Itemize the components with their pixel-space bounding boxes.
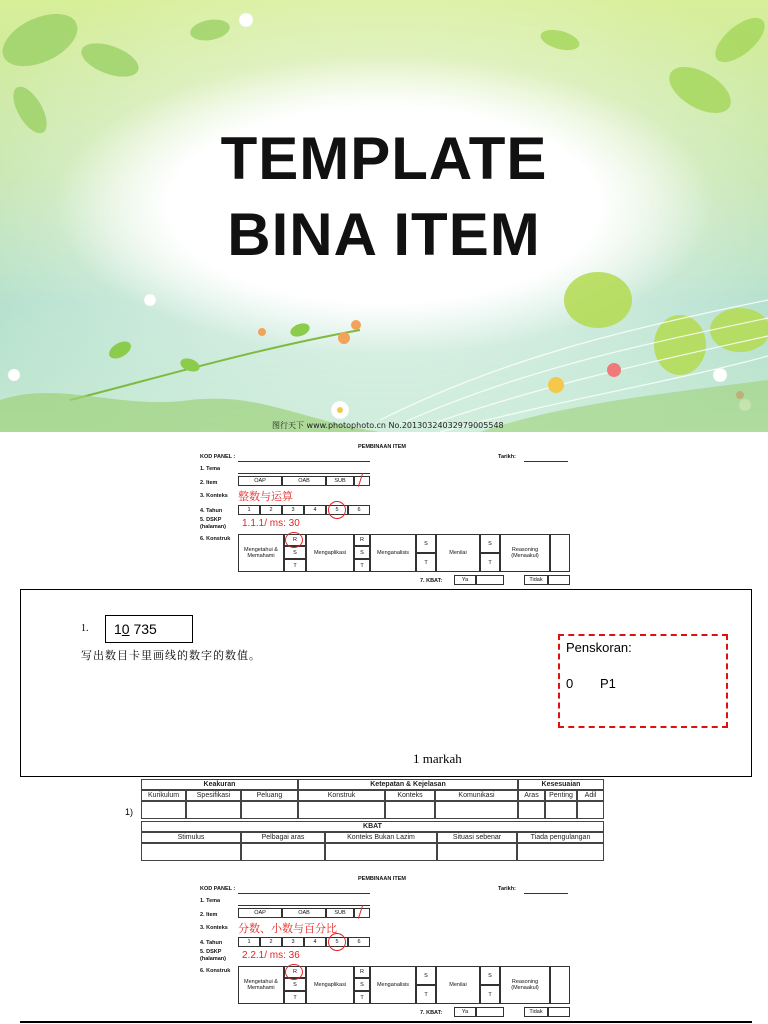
tema-label: 1. Tema [200, 466, 221, 472]
cell-empty [437, 843, 517, 861]
watermark-text: 图行天下 www.photophoto.cn No.20130324032979005548 [272, 421, 504, 430]
konstruk-reasoning-box [550, 966, 570, 1004]
dskp-value: 2.2.1/ ms: 36 [242, 950, 300, 961]
penskoran-box [558, 634, 728, 728]
penskoran-level: P1 [600, 676, 616, 691]
cell-empty [141, 843, 241, 861]
title-banner [0, 0, 768, 432]
konstruk-menilai: Menilai [436, 966, 480, 1004]
col-penting: Penting [545, 790, 577, 801]
item-sub: SUB [326, 908, 354, 918]
item-label: 2. Item [200, 912, 218, 918]
kbat-ya: Ya [454, 575, 476, 585]
konstruk-reasoning: Reasoning (Menaakul) [500, 534, 550, 572]
kbat-ya-box [476, 1007, 504, 1017]
cell-empty [241, 801, 298, 819]
group-ketepatan: Ketepatan & Kejelasan [298, 779, 518, 790]
year-4: 4 [304, 937, 326, 947]
number-card-suffix: 735 [129, 621, 157, 637]
halaman-label: (halaman) [200, 524, 226, 530]
konstruk-r-2: R [354, 534, 370, 546]
tarikh-label: Tarikh: [498, 454, 516, 460]
kbat-col-tiada-pengulangan: Tiada pengulangan [517, 832, 604, 843]
question-box [20, 589, 752, 777]
analysis-row-label: 1) [125, 807, 134, 817]
konstruk-s-4: S [480, 534, 500, 553]
year-3: 3 [282, 505, 304, 515]
year-3: 3 [282, 937, 304, 947]
kbat-label: 7. KBAT: [420, 1010, 443, 1016]
banner-title-line-2: BINA ITEM [227, 201, 541, 268]
halaman-label: (halaman) [200, 956, 226, 962]
cell-empty [518, 801, 545, 819]
question-number: 1. [81, 623, 89, 634]
item-sub: SUB [326, 476, 354, 486]
tahun-label: 4. Tahun [200, 508, 223, 514]
konstruk-menganalisis: Menganalisis [370, 966, 416, 1004]
konteks-value: 整数与运算 [238, 491, 293, 503]
markah-text: 1 markah [413, 751, 462, 766]
konstruk-s-2: S [354, 978, 370, 991]
tema-label: 1. Tema [200, 898, 221, 904]
dskp-value: 1.1.1/ ms: 30 [242, 518, 300, 529]
konstruk-s-1: S [284, 546, 306, 559]
tarikh-label: Tarikh: [498, 886, 516, 892]
konstruk-circle-mark [285, 532, 303, 548]
cell-empty [186, 801, 241, 819]
konstruk-mengaplikasi: Mengaplikasi [306, 966, 354, 1004]
item-oab: OAB [282, 908, 326, 918]
konstruk-label: 6. Konstruk [200, 536, 231, 542]
form-heading: PEMBINAAN ITEM [358, 444, 406, 450]
number-card [105, 615, 193, 643]
konstruk-t-1: T [284, 991, 306, 1004]
konstruk-mengetahui: Mengetahui & Memahami [238, 534, 284, 572]
pembinaan-item-form-1 [198, 440, 578, 592]
tema-line [238, 905, 370, 906]
col-aras: Aras [518, 790, 545, 801]
konstruk-s-1: S [284, 978, 306, 991]
item-oab: OAB [282, 476, 326, 486]
year-4: 4 [304, 505, 326, 515]
cell-empty [385, 801, 435, 819]
kbat-col-situasi-sebenar: Situasi sebenar [437, 832, 517, 843]
konstruk-t-4: T [480, 985, 500, 1004]
konstruk-reasoning-box [550, 534, 570, 572]
year-1: 1 [238, 505, 260, 515]
konstruk-t-4: T [480, 553, 500, 572]
konstruk-s-3: S [416, 534, 436, 553]
col-peluang: Peluang [241, 790, 298, 801]
konstruk-t-3: T [416, 553, 436, 572]
cell-empty [435, 801, 518, 819]
konstruk-t-1: T [284, 559, 306, 572]
konstruk-s-2: S [354, 546, 370, 559]
konstruk-t-3: T [416, 985, 436, 1004]
penskoran-score: 0 [566, 676, 574, 691]
konstruk-t-2: T [354, 991, 370, 1004]
tarikh-line [524, 461, 568, 462]
item-label: 2. Item [200, 480, 218, 486]
form-heading: PEMBINAAN ITEM [358, 876, 406, 882]
col-konstruk: Konstruk [298, 790, 385, 801]
group-keakuran: Keakuran [141, 779, 298, 790]
cell-empty [325, 843, 437, 861]
col-adil: Adil [577, 790, 604, 801]
kbat-tidak-box [548, 575, 570, 585]
number-card-underlined-digit: 0 [121, 621, 130, 637]
bottom-divider [20, 1021, 752, 1023]
pembinaan-item-form-2 [198, 872, 578, 1024]
kbat-label: 7. KBAT: [420, 578, 443, 584]
konstruk-menilai: Menilai [436, 534, 480, 572]
cell-empty [141, 801, 186, 819]
konteks-value: 分数、小数与百分比 [238, 923, 337, 935]
group-kesesuaian: Kesesuaian [518, 779, 604, 790]
cell-empty [517, 843, 604, 861]
kbat-ya: Ya [454, 1007, 476, 1017]
konstruk-reasoning: Reasoning (Menaakul) [500, 966, 550, 1004]
kbat-tidak: Tidak [524, 575, 548, 585]
konstruk-s-3: S [416, 966, 436, 985]
dskp-label: 5. DSKP [200, 949, 222, 955]
konstruk-r-1: R [284, 966, 306, 978]
number-card-prefix: 1 [114, 621, 122, 637]
cell-empty [577, 801, 604, 819]
question-instruction: 写出数目卡里画线的数字的数值。 [81, 649, 261, 662]
penskoran-title: Penskoran: [566, 640, 632, 655]
year-1: 1 [238, 937, 260, 947]
tema-line [238, 473, 370, 474]
col-konteks: Konteks [385, 790, 435, 801]
konteks-label: 3. Konteks [200, 493, 228, 499]
year-circle-mark [328, 933, 346, 951]
konstruk-s-4: S [480, 966, 500, 985]
item-oap: OAP [238, 476, 282, 486]
konstruk-t-2: T [354, 559, 370, 572]
kbat-col-konteks-bukan-lazim: Konteks Bukan Lazim [325, 832, 437, 843]
year-2: 2 [260, 937, 282, 947]
year-circle-mark [328, 501, 346, 519]
dskp-label: 5. DSKP [200, 517, 222, 523]
cell-empty [545, 801, 577, 819]
year-6: 6 [348, 937, 370, 947]
item-oap: OAP [238, 908, 282, 918]
konstruk-mengaplikasi: Mengaplikasi [306, 534, 354, 572]
kod-panel-line [238, 893, 370, 894]
kod-panel-label: KOD PANEL : [200, 454, 236, 460]
konstruk-menganalisis: Menganalisis [370, 534, 416, 572]
year-5: 5 [326, 937, 348, 947]
cell-empty [298, 801, 385, 819]
tarikh-line [524, 893, 568, 894]
col-komunikasi: Komunikasi [435, 790, 518, 801]
kbat-tidak-box [548, 1007, 570, 1017]
col-spesifikasi: Spesifikasi [186, 790, 241, 801]
konstruk-mengetahui: Mengetahui & Memahami [238, 966, 284, 1004]
cell-empty [241, 843, 325, 861]
kbat-tidak: Tidak [524, 1007, 548, 1017]
kod-panel-line [238, 461, 370, 462]
kbat-header: KBAT [141, 821, 604, 832]
year-6: 6 [348, 505, 370, 515]
konstruk-r-1: R [284, 534, 306, 546]
kod-panel-label: KOD PANEL : [200, 886, 236, 892]
konstruk-r-2: R [354, 966, 370, 978]
kbat-col-pelbagai-aras: Pelbagai aras [241, 832, 325, 843]
konteks-label: 3. Konteks [200, 925, 228, 931]
banner-title-line-1: TEMPLATE [220, 125, 548, 192]
col-kurikulum: Kurikulum [141, 790, 186, 801]
year-5: 5 [326, 505, 348, 515]
konstruk-label: 6. Konstruk [200, 968, 231, 974]
konstruk-circle-mark [285, 964, 303, 980]
tahun-label: 4. Tahun [200, 940, 223, 946]
kbat-ya-box [476, 575, 504, 585]
kbat-col-stimulus: Stimulus [141, 832, 241, 843]
year-2: 2 [260, 505, 282, 515]
